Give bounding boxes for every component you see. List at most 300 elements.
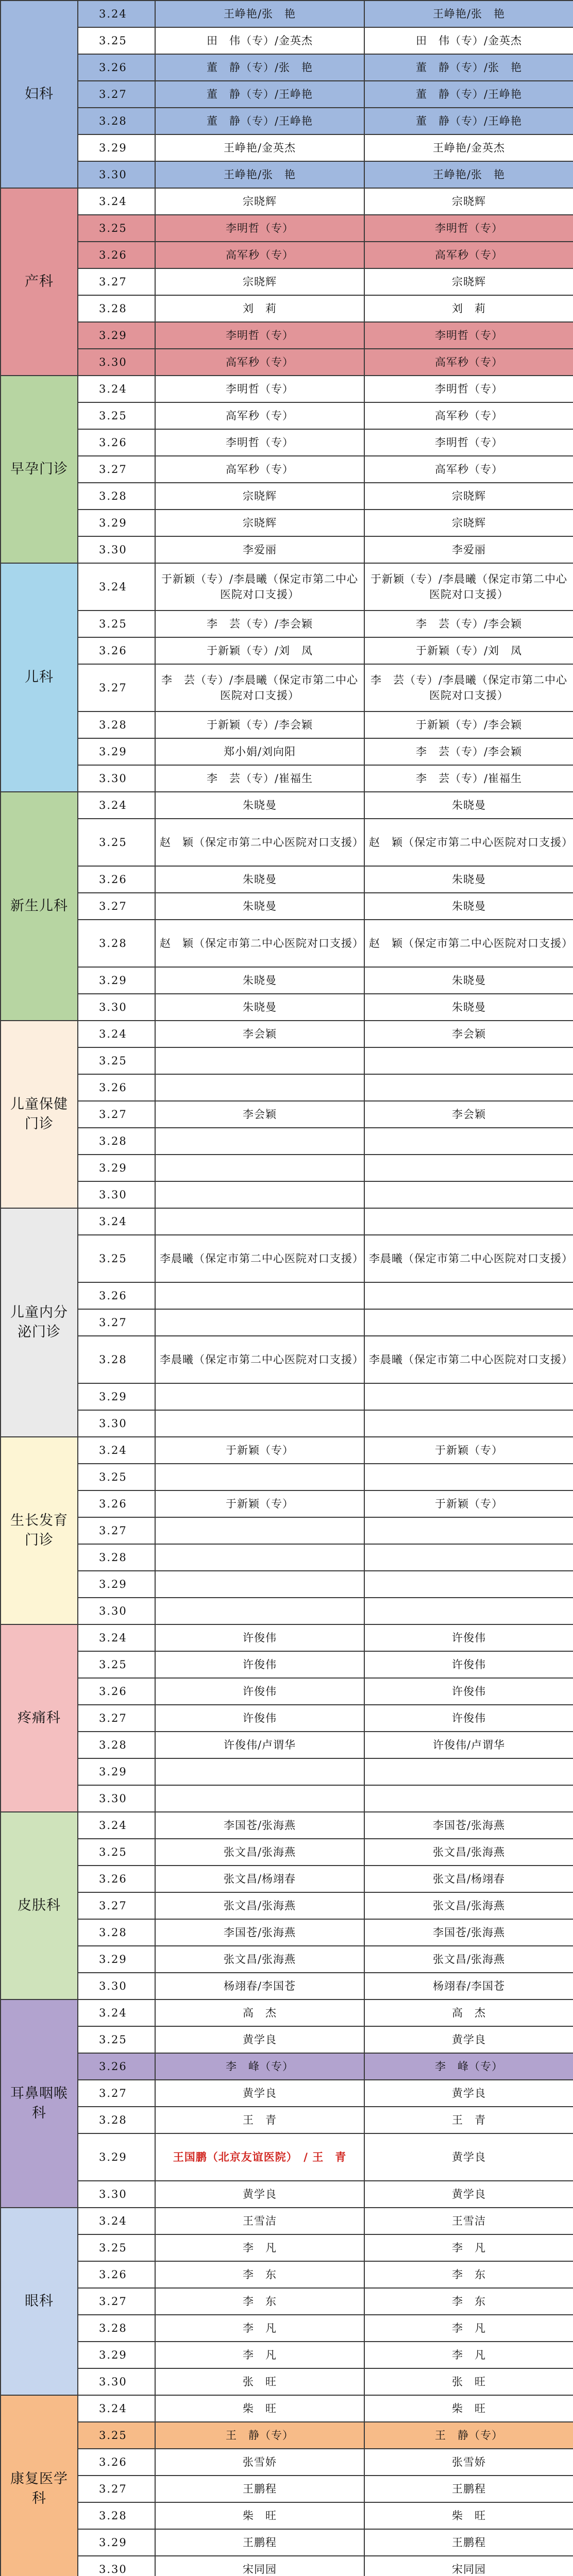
morning-doctor-cell: 李明哲（专）	[155, 322, 364, 349]
afternoon-doctor-cell: 张雪娇	[364, 2449, 573, 2476]
date-cell: 3.27	[78, 268, 155, 295]
afternoon-doctor-cell: 董 静（专）/王峥艳	[364, 81, 573, 108]
schedule-row	[1, 1410, 573, 1437]
afternoon-doctor-cell: 高军秒（专）	[364, 456, 573, 483]
date-cell: 3.25	[78, 2026, 155, 2053]
date-cell: 3.28	[78, 2107, 155, 2133]
schedule-row	[1, 268, 573, 295]
afternoon-doctor-cell	[364, 1544, 573, 1571]
afternoon-doctor-cell: 朱晓曼	[364, 967, 573, 994]
schedule-row	[1, 2181, 573, 2208]
date-cell: 3.29	[78, 967, 155, 994]
schedule-row	[1, 1101, 573, 1128]
schedule-row	[1, 1047, 573, 1074]
afternoon-doctor-cell: 张 旺	[364, 2368, 573, 2395]
date-cell: 3.29	[78, 1946, 155, 1973]
date-cell: 3.28	[78, 1732, 155, 1758]
morning-doctor-cell: 于新颖（专）	[155, 1437, 364, 1464]
afternoon-doctor-cell: 柴 旺	[364, 2502, 573, 2529]
schedule-row	[1, 637, 573, 664]
morning-doctor-cell: 李 凡	[155, 2315, 364, 2342]
morning-doctor-cell	[155, 1571, 364, 1598]
schedule-row	[1, 161, 573, 188]
schedule-row	[1, 1208, 573, 1235]
schedule-row	[1, 611, 573, 637]
morning-doctor-cell: 董 静（专）/王峥艳	[155, 108, 364, 134]
afternoon-doctor-cell: 张文昌/张海燕	[364, 1839, 573, 1866]
morning-doctor-cell: 高军秒（专）	[155, 349, 364, 376]
date-cell: 3.26	[78, 866, 155, 893]
afternoon-doctor-cell: 李 凡	[364, 2342, 573, 2368]
department-name: 皮肤科	[1, 1812, 78, 1999]
schedule-row	[1, 134, 573, 161]
schedule-row	[1, 2208, 573, 2234]
afternoon-doctor-cell: 黄学良	[364, 2181, 573, 2208]
date-cell: 3.24	[78, 2395, 155, 2422]
morning-doctor-cell	[155, 1544, 364, 1571]
afternoon-doctor-cell: 许俊伟	[364, 1651, 573, 1678]
afternoon-doctor-cell: 李 芸（专）/李会颖	[364, 611, 573, 637]
afternoon-doctor-cell: 高军秒（专）	[364, 349, 573, 376]
afternoon-doctor-cell: 李 芸（专）/崔福生	[364, 765, 573, 792]
schedule-row	[1, 2449, 573, 2476]
afternoon-doctor-cell	[364, 1598, 573, 1624]
morning-doctor-cell: 宗晓辉	[155, 188, 364, 215]
morning-doctor-cell: 张文昌/张海燕	[155, 1946, 364, 1973]
date-cell: 3.24	[78, 1624, 155, 1651]
schedule-row	[1, 1999, 573, 2026]
schedule-row	[1, 1181, 573, 1208]
afternoon-doctor-cell	[364, 1128, 573, 1155]
afternoon-doctor-cell: 于新颖（专）	[364, 1490, 573, 1517]
schedule-row	[1, 27, 573, 54]
afternoon-doctor-cell: 李明哲（专）	[364, 215, 573, 242]
schedule-row	[1, 2080, 573, 2107]
date-cell: 3.24	[78, 1812, 155, 1839]
department-name: 新生儿科	[1, 792, 78, 1021]
afternoon-doctor-cell: 高军秒（专）	[364, 242, 573, 268]
date-cell: 3.25	[78, 611, 155, 637]
morning-doctor-cell: 李国苍/张海燕	[155, 1812, 364, 1839]
schedule-row	[1, 2476, 573, 2502]
morning-doctor-cell: 董 静（专）/王峥艳	[155, 81, 364, 108]
date-cell: 3.29	[78, 738, 155, 765]
schedule-row	[1, 2107, 573, 2133]
morning-doctor-cell: 李 芸（专）/李会颖	[155, 611, 364, 637]
date-cell: 3.30	[78, 1973, 155, 1999]
morning-doctor-cell	[155, 1155, 364, 1181]
morning-doctor-cell	[155, 1074, 364, 1101]
date-cell: 3.28	[78, 1919, 155, 1946]
morning-doctor-cell	[155, 1208, 364, 1235]
morning-doctor-cell: 王 青	[155, 2107, 364, 2133]
morning-doctor-cell: 李会颖	[155, 1101, 364, 1128]
date-cell: 3.25	[78, 1464, 155, 1490]
morning-doctor-cell: 李 东	[155, 2261, 364, 2288]
afternoon-doctor-cell: 李 芸（专）/李晨曦（保定市第二中心医院对口支援）	[364, 664, 573, 711]
morning-doctor-cell: 王国鹏（北京友谊医院） / 王 青	[155, 2133, 364, 2181]
morning-doctor-cell: 郑小娟/刘向阳	[155, 738, 364, 765]
morning-doctor-cell: 宋同园	[155, 2556, 364, 2576]
date-cell: 3.25	[78, 819, 155, 866]
date-cell: 3.29	[78, 2133, 155, 2181]
department-name: 妇科	[1, 1, 78, 188]
date-cell: 3.26	[78, 1282, 155, 1309]
schedule-row	[1, 1571, 573, 1598]
morning-doctor-cell: 张 旺	[155, 2368, 364, 2395]
date-cell: 3.25	[78, 1235, 155, 1282]
schedule-row	[1, 215, 573, 242]
date-cell: 3.30	[78, 349, 155, 376]
date-cell: 3.25	[78, 215, 155, 242]
schedule-row	[1, 920, 573, 967]
date-cell: 3.27	[78, 1705, 155, 1732]
morning-doctor-cell: 王雪洁	[155, 2208, 364, 2234]
date-cell: 3.25	[78, 27, 155, 54]
date-cell: 3.28	[78, 483, 155, 510]
date-cell: 3.27	[78, 2288, 155, 2315]
afternoon-doctor-cell: 李 芸（专）/李会颖	[364, 738, 573, 765]
morning-doctor-cell: 高军秒（专）	[155, 402, 364, 429]
morning-doctor-cell: 李会颖	[155, 1021, 364, 1047]
morning-doctor-cell: 朱晓曼	[155, 994, 364, 1021]
date-cell: 3.25	[78, 1047, 155, 1074]
date-cell: 3.28	[78, 1336, 155, 1383]
schedule-row	[1, 765, 573, 792]
schedule-row	[1, 188, 573, 215]
afternoon-doctor-cell: 于新颖（专）/李会颖	[364, 711, 573, 738]
morning-doctor-cell: 李 芸（专）/李晨曦（保定市第二中心医院对口支援）	[155, 664, 364, 711]
morning-doctor-cell: 朱晓曼	[155, 893, 364, 920]
schedule-row	[1, 429, 573, 456]
schedule-row	[1, 1705, 573, 1732]
afternoon-doctor-cell: 张文昌/张海燕	[364, 1946, 573, 1973]
date-cell: 3.27	[78, 893, 155, 920]
date-cell: 3.29	[78, 1383, 155, 1410]
date-cell: 3.26	[78, 429, 155, 456]
schedule-row	[1, 1383, 573, 1410]
schedule-row	[1, 866, 573, 893]
schedule-row	[1, 81, 573, 108]
morning-doctor-cell: 许俊伟	[155, 1651, 364, 1678]
morning-doctor-cell: 李 芸（专）/崔福生	[155, 765, 364, 792]
department-name: 儿童保健门诊	[1, 1021, 78, 1208]
afternoon-doctor-cell: 王雪洁	[364, 2208, 573, 2234]
afternoon-doctor-cell: 王峥艳/张 艳	[364, 161, 573, 188]
department-name: 康复医学科	[1, 2395, 78, 2576]
date-cell: 3.27	[78, 664, 155, 711]
afternoon-doctor-cell: 于新颖（专）/刘 凤	[364, 637, 573, 664]
morning-doctor-cell: 高军秒（专）	[155, 242, 364, 268]
morning-doctor-cell: 赵 颖（保定市第二中心医院对口支援）	[155, 819, 364, 866]
date-cell: 3.30	[78, 2556, 155, 2576]
morning-doctor-cell: 李明哲（专）	[155, 376, 364, 402]
afternoon-doctor-cell	[364, 1410, 573, 1437]
schedule-row	[1, 1839, 573, 1866]
afternoon-doctor-cell	[364, 1047, 573, 1074]
schedule-row	[1, 2502, 573, 2529]
schedule-row	[1, 376, 573, 402]
afternoon-doctor-cell: 杨翊春/李国苍	[364, 1973, 573, 1999]
morning-doctor-cell: 李 凡	[155, 2234, 364, 2261]
morning-doctor-cell: 李国苍/张海燕	[155, 1919, 364, 1946]
schedule-row	[1, 792, 573, 819]
schedule-row	[1, 2342, 573, 2368]
morning-doctor-cell: 高军秒（专）	[155, 456, 364, 483]
schedule-row	[1, 456, 573, 483]
date-cell: 3.24	[78, 1208, 155, 1235]
afternoon-doctor-cell: 王鹏程	[364, 2529, 573, 2556]
morning-doctor-cell	[155, 1517, 364, 1544]
date-cell: 3.29	[78, 2529, 155, 2556]
afternoon-doctor-cell: 许俊伟/卢谓华	[364, 1732, 573, 1758]
morning-doctor-cell	[155, 1282, 364, 1309]
date-cell: 3.30	[78, 994, 155, 1021]
afternoon-doctor-cell: 宗晓辉	[364, 188, 573, 215]
schedule-row	[1, 1785, 573, 1812]
afternoon-doctor-cell: 李会颖	[364, 1101, 573, 1128]
morning-doctor-cell: 柴 旺	[155, 2502, 364, 2529]
date-cell: 3.30	[78, 1410, 155, 1437]
morning-doctor-cell: 李 东	[155, 2288, 364, 2315]
morning-doctor-cell: 王鹏程	[155, 2476, 364, 2502]
date-cell: 3.30	[78, 161, 155, 188]
date-cell: 3.24	[78, 376, 155, 402]
schedule-row	[1, 1866, 573, 1892]
afternoon-doctor-cell: 张文昌/张海燕	[364, 1892, 573, 1919]
department-name: 眼科	[1, 2208, 78, 2395]
schedule-row	[1, 1946, 573, 1973]
schedule-row	[1, 2133, 573, 2181]
schedule-row	[1, 1490, 573, 1517]
afternoon-doctor-cell	[364, 1074, 573, 1101]
date-cell: 3.28	[78, 711, 155, 738]
date-cell: 3.25	[78, 1651, 155, 1678]
schedule-row	[1, 295, 573, 322]
schedule-row	[1, 893, 573, 920]
morning-doctor-cell: 黄学良	[155, 2181, 364, 2208]
schedule-row	[1, 1732, 573, 1758]
afternoon-doctor-cell: 许俊伟	[364, 1624, 573, 1651]
schedule-row	[1, 2529, 573, 2556]
schedule-row	[1, 1812, 573, 1839]
morning-doctor-cell: 张文昌/张海燕	[155, 1839, 364, 1866]
department-name: 早孕门诊	[1, 376, 78, 563]
afternoon-doctor-cell: 高 杰	[364, 1999, 573, 2026]
afternoon-doctor-cell: 宗晓辉	[364, 268, 573, 295]
schedule-row	[1, 536, 573, 563]
morning-doctor-cell	[155, 1181, 364, 1208]
afternoon-doctor-cell: 朱晓曼	[364, 994, 573, 1021]
afternoon-doctor-cell: 李爱丽	[364, 536, 573, 563]
schedule-row	[1, 349, 573, 376]
afternoon-doctor-cell: 张文昌/杨翊春	[364, 1866, 573, 1892]
date-cell: 3.26	[78, 637, 155, 664]
date-cell: 3.24	[78, 1437, 155, 1464]
schedule-row	[1, 1544, 573, 1571]
afternoon-doctor-cell: 李 东	[364, 2288, 573, 2315]
afternoon-doctor-cell: 王鹏程	[364, 2476, 573, 2502]
afternoon-doctor-cell: 李 东	[364, 2261, 573, 2288]
department-name: 儿科	[1, 563, 78, 792]
afternoon-doctor-cell: 宗晓辉	[364, 483, 573, 510]
morning-doctor-cell: 李晨曦（保定市第二中心医院对口支援）	[155, 1235, 364, 1282]
date-cell: 3.26	[78, 54, 155, 81]
morning-doctor-cell: 田 伟（专）/金英杰	[155, 27, 364, 54]
afternoon-doctor-cell: 李会颖	[364, 1021, 573, 1047]
date-cell: 3.24	[78, 188, 155, 215]
morning-doctor-cell: 黄学良	[155, 2080, 364, 2107]
date-cell: 3.27	[78, 1309, 155, 1336]
morning-doctor-cell: 杨翊春/李国苍	[155, 1973, 364, 1999]
afternoon-doctor-cell	[364, 1758, 573, 1785]
date-cell: 3.26	[78, 2261, 155, 2288]
morning-doctor-cell: 朱晓曼	[155, 866, 364, 893]
afternoon-doctor-cell: 朱晓曼	[364, 792, 573, 819]
date-cell: 3.25	[78, 2422, 155, 2449]
morning-doctor-cell: 董 静（专）/张 艳	[155, 54, 364, 81]
afternoon-doctor-cell: 李国苍/张海燕	[364, 1919, 573, 1946]
afternoon-doctor-cell: 李 凡	[364, 2234, 573, 2261]
morning-doctor-cell: 许俊伟	[155, 1624, 364, 1651]
date-cell: 3.27	[78, 2080, 155, 2107]
morning-doctor-cell: 刘 莉	[155, 295, 364, 322]
afternoon-doctor-cell	[364, 1309, 573, 1336]
morning-doctor-cell	[155, 1785, 364, 1812]
schedule-row	[1, 1678, 573, 1705]
afternoon-doctor-cell: 王峥艳/张 艳	[364, 1, 573, 27]
morning-doctor-cell: 高 杰	[155, 1999, 364, 2026]
morning-doctor-cell: 王鹏程	[155, 2529, 364, 2556]
schedule-row	[1, 2395, 573, 2422]
morning-doctor-cell: 宗晓辉	[155, 268, 364, 295]
afternoon-doctor-cell: 黄学良	[364, 2080, 573, 2107]
morning-doctor-cell	[155, 1309, 364, 1336]
morning-doctor-cell: 张文昌/张海燕	[155, 1892, 364, 1919]
schedule-row	[1, 1892, 573, 1919]
date-cell: 3.28	[78, 108, 155, 134]
date-cell: 3.30	[78, 2181, 155, 2208]
afternoon-doctor-cell: 于新颖（专）/李晨曦（保定市第二中心医院对口支援）	[364, 563, 573, 611]
date-cell: 3.30	[78, 536, 155, 563]
date-cell: 3.28	[78, 2315, 155, 2342]
date-cell: 3.29	[78, 134, 155, 161]
schedule-body	[1, 1, 573, 2576]
morning-doctor-cell: 王峥艳/张 艳	[155, 161, 364, 188]
morning-doctor-cell: 于新颖（专）	[155, 1490, 364, 1517]
schedule-row	[1, 2234, 573, 2261]
afternoon-doctor-cell: 许俊伟	[364, 1705, 573, 1732]
afternoon-doctor-cell: 许俊伟	[364, 1678, 573, 1705]
schedule-row	[1, 1, 573, 27]
schedule-row	[1, 108, 573, 134]
morning-doctor-cell: 李明哲（专）	[155, 215, 364, 242]
schedule-row	[1, 738, 573, 765]
schedule-row	[1, 1235, 573, 1282]
date-cell: 3.30	[78, 1181, 155, 1208]
date-cell: 3.29	[78, 1155, 155, 1181]
date-cell: 3.30	[78, 2368, 155, 2395]
date-cell: 3.24	[78, 563, 155, 611]
schedule-row	[1, 1282, 573, 1309]
department-name: 耳鼻咽喉科	[1, 1999, 78, 2208]
schedule-row	[1, 1155, 573, 1181]
afternoon-doctor-cell: 黄学良	[364, 2133, 573, 2181]
morning-doctor-cell: 朱晓曼	[155, 967, 364, 994]
morning-doctor-cell	[155, 1758, 364, 1785]
schedule-row	[1, 402, 573, 429]
date-cell: 3.29	[78, 322, 155, 349]
schedule-row	[1, 994, 573, 1021]
schedule-row	[1, 322, 573, 349]
schedule-row	[1, 1464, 573, 1490]
date-cell: 3.26	[78, 1490, 155, 1517]
schedule-row	[1, 1624, 573, 1651]
afternoon-doctor-cell: 刘 莉	[364, 295, 573, 322]
date-cell: 3.30	[78, 765, 155, 792]
schedule-row	[1, 967, 573, 994]
morning-doctor-cell: 张雪娇	[155, 2449, 364, 2476]
afternoon-doctor-cell: 柴 旺	[364, 2395, 573, 2422]
schedule-row	[1, 2053, 573, 2080]
date-cell: 3.27	[78, 1101, 155, 1128]
schedule-row	[1, 2288, 573, 2315]
schedule-row	[1, 1517, 573, 1544]
afternoon-doctor-cell	[364, 1785, 573, 1812]
date-cell: 3.24	[78, 792, 155, 819]
afternoon-doctor-cell: 李明哲（专）	[364, 429, 573, 456]
afternoon-doctor-cell	[364, 1181, 573, 1208]
schedule-row	[1, 242, 573, 268]
morning-doctor-cell	[155, 1383, 364, 1410]
schedule-row	[1, 1128, 573, 1155]
date-cell: 3.25	[78, 1839, 155, 1866]
schedule-row	[1, 563, 573, 611]
morning-doctor-cell: 宗晓辉	[155, 483, 364, 510]
department-name: 儿童内分泌门诊	[1, 1208, 78, 1437]
date-cell: 3.30	[78, 1598, 155, 1624]
afternoon-doctor-cell: 田 伟（专）/金英杰	[364, 27, 573, 54]
date-cell: 3.29	[78, 510, 155, 536]
schedule-row	[1, 1021, 573, 1047]
afternoon-doctor-cell: 朱晓曼	[364, 893, 573, 920]
afternoon-doctor-cell	[364, 1155, 573, 1181]
schedule-row	[1, 1919, 573, 1946]
afternoon-doctor-cell: 高军秒（专）	[364, 402, 573, 429]
schedule-row	[1, 664, 573, 711]
morning-doctor-cell: 宗晓辉	[155, 510, 364, 536]
schedule-row	[1, 510, 573, 536]
afternoon-doctor-cell: 李明哲（专）	[364, 322, 573, 349]
morning-doctor-cell: 王峥艳/金英杰	[155, 134, 364, 161]
date-cell: 3.24	[78, 1, 155, 27]
schedule-row	[1, 2261, 573, 2288]
morning-doctor-cell: 王 静（专）	[155, 2422, 364, 2449]
schedule-row	[1, 1437, 573, 1464]
afternoon-doctor-cell: 王 青	[364, 2107, 573, 2133]
afternoon-doctor-cell: 李 凡	[364, 2315, 573, 2342]
schedule-row	[1, 711, 573, 738]
afternoon-doctor-cell: 王 静（专）	[364, 2422, 573, 2449]
afternoon-doctor-cell: 李晨曦（保定市第二中心医院对口支援）	[364, 1235, 573, 1282]
morning-doctor-cell	[155, 1128, 364, 1155]
morning-doctor-cell: 于新颖（专）/李会颖	[155, 711, 364, 738]
morning-doctor-cell: 许俊伟	[155, 1705, 364, 1732]
schedule-row	[1, 54, 573, 81]
afternoon-doctor-cell: 黄学良	[364, 2026, 573, 2053]
afternoon-doctor-cell	[364, 1282, 573, 1309]
schedule-row	[1, 483, 573, 510]
